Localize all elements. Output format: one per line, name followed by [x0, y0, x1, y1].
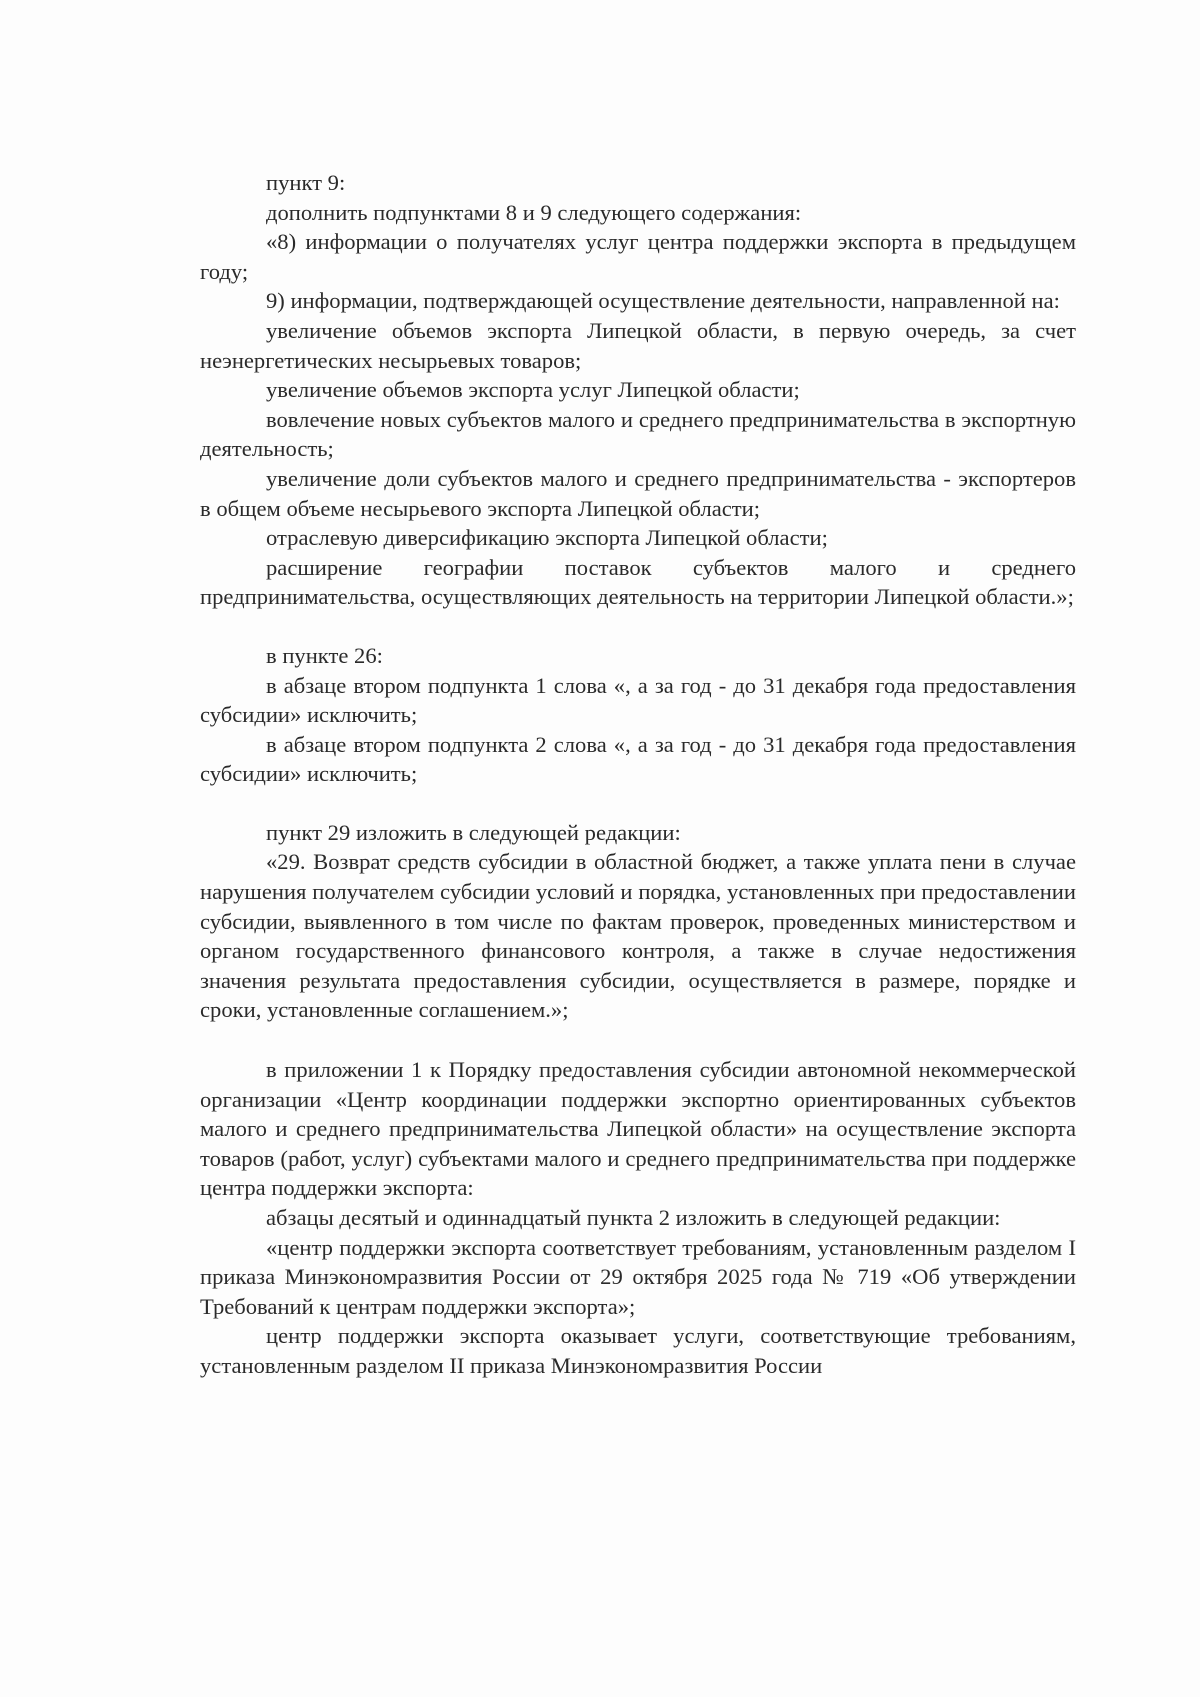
paragraph-29-text: «29. Возврат средств субсидии в областной бюджет, а также уплата пени в случае нарушения получателем субсидии условий и порядка, установленных при предоставлении субсидии, выявленного в том числе по фактам проверок, проведенных министерством и органом государственного финансового контроля, а также в случае недостижения значения результата предоставления субсидии, осуществляется в размере, порядке и сроки, установленные соглашением.»;	[200, 849, 1076, 1023]
paragraph-share-increase: увеличение доли субъектов малого и среднего предпринимательства - экспортеров в общем объеме несырьевого экспорта Липецкой области;	[200, 465, 1076, 521]
section-gap	[200, 612, 1076, 641]
paragraph-requirements-section-2: центр поддержки экспорта оказывает услуги, соответствующие требованиям, установленным разделом II приказа Минэкономразвития России	[200, 1323, 1076, 1378]
paragraph-subpoint-9: 9) информации, подтверждающей осуществление деятельности, направленной на:	[266, 288, 1060, 314]
paragraph-requirements-section-1: «центр поддержки экспорта соответствует требованиям, установленным разделом I приказа Минэкономразвития России от 29 октября 2025 года № 719 «Об утверждении Требований к центрам поддержки экспорта»;	[200, 1234, 1076, 1319]
paragraph-diversification: отраслевую диверсификацию экспорта Липецкой области;	[266, 525, 828, 551]
paragraph-punkt-9: пункт 9:	[266, 170, 346, 195]
document-body	[200, 168, 1076, 1381]
paragraph-point-2-abzacy: абзацы десятый и одиннадцатый пункта 2 изложить в следующей редакции:	[266, 1205, 1001, 1230]
paragraph-new-subjects: вовлечение новых субъектов малого и среднего предпринимательства в экспортную деятельность;	[200, 406, 1076, 462]
section-gap	[200, 789, 1076, 818]
paragraph-dopolnit: дополнить подпунктами 8 и 9 следующего содержания:	[266, 199, 802, 225]
paragraph-appendix-1: в приложении 1 к Порядку предоставления субсидии автономной некоммерческой организации «Центр координации поддержки экспортно ориентированных субъектов малого и среднего предпринимательства Липецкой области» на осуществление экспорта товаров (работ, услуг) субъектами малого и среднего предпринимательства при поддержке центра поддержки экспорта:	[200, 1057, 1076, 1201]
paragraph-geography: расширение географии поставок субъектов малого и среднего предпринимательства, осуществляющих деятельность на территории Липецкой области.»;	[200, 554, 1076, 610]
paragraph-subpoint-8: «8) информации о получателях услуг центра поддержки экспорта в предыдущем году;	[200, 229, 1076, 284]
paragraph-26-subpoint-1: в абзаце втором подпункта 1 слова «, а за год - до 31 декабря года предоставления субсидии» исключить;	[200, 672, 1076, 728]
section-gap	[200, 1025, 1076, 1055]
paragraph-services-export: увеличение объемов экспорта услуг Липецкой области;	[266, 377, 800, 403]
paragraph-export-volume: увеличение объемов экспорта Липецкой области, в первую очередь, за счет неэнергетических несырьевых товаров;	[200, 317, 1076, 373]
paragraph-26-subpoint-2: в абзаце втором подпункта 2 слова «, а за год - до 31 декабря года предоставления субсидии» исключить;	[200, 731, 1076, 787]
paragraph-punkt-29: пункт 29 изложить в следующей редакции:	[266, 819, 681, 845]
paragraph-punkt-26: в пункте 26:	[266, 642, 383, 668]
